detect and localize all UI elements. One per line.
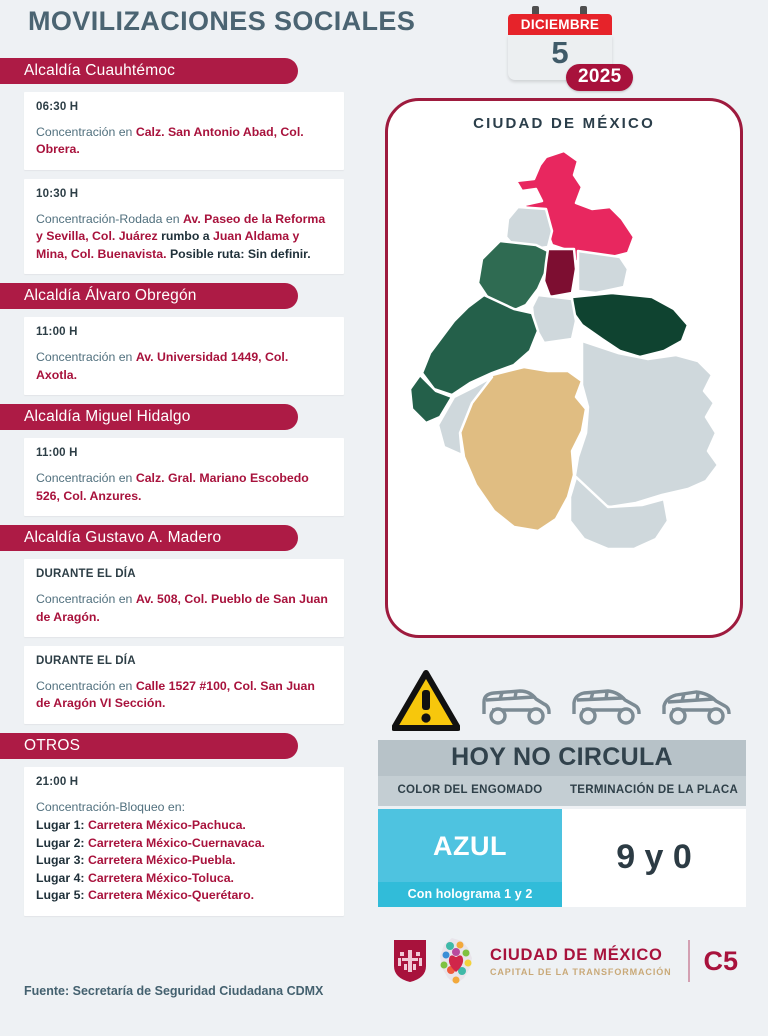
mobilization-description bbox=[36, 349, 332, 384]
c5-logo: C5 bbox=[703, 945, 739, 976]
footer-branding bbox=[392, 936, 738, 986]
hnc-col1-header: COLOR DEL ENGOMADO bbox=[397, 784, 543, 796]
cdmx-brand-line2: CAPITAL DE LA TRANSFORMACIÓN bbox=[490, 966, 672, 977]
location-text: Juan Aldama y Mina, Col. Buenavista. bbox=[36, 229, 300, 261]
page-title: MOVILIZACIONES SOCIALES bbox=[28, 6, 416, 36]
mobilization-card bbox=[24, 179, 344, 274]
location-text: Calz. San Antonio Abad, Col. Obrera. bbox=[36, 125, 304, 157]
hnc-headers bbox=[378, 776, 746, 806]
map-region-venustiano-carranza[interactable] bbox=[578, 251, 628, 293]
blockade-label: Lugar 3: bbox=[36, 853, 85, 868]
mobilization-card bbox=[24, 438, 344, 516]
hnc-color-cell bbox=[378, 809, 562, 907]
cdmx-map bbox=[396, 145, 738, 615]
section-heading: Alcaldía Miguel Hidalgo bbox=[0, 404, 298, 430]
mobilization-card bbox=[24, 767, 344, 916]
hoy-no-circula-panel bbox=[378, 668, 746, 907]
section-heading: Alcaldía Cuauhtémoc bbox=[0, 58, 298, 84]
map-card bbox=[385, 98, 743, 638]
mobilization-description bbox=[36, 678, 332, 713]
blockade-location-row bbox=[36, 852, 332, 869]
mobilization-time: 06:30 H bbox=[36, 101, 79, 113]
location-text: Av. Paseo de la Reforma y Sevilla, Col. Juárez bbox=[36, 211, 326, 244]
action-text: en bbox=[118, 471, 136, 486]
action-text: en bbox=[165, 211, 183, 226]
mobilization-time: 21:00 H bbox=[36, 775, 79, 788]
cdmx-wordmark bbox=[490, 946, 672, 977]
section-heading: Alcaldía Álvaro Obregón bbox=[0, 283, 298, 309]
map-region-benito-juarez[interactable] bbox=[532, 295, 576, 343]
location-text: Calle 1527 #100, Col. San Juan de Aragón VI Sección. bbox=[36, 678, 315, 711]
blockade-value: Carretera México-Toluca. bbox=[87, 870, 234, 885]
calendar-widget bbox=[508, 14, 622, 87]
blockade-value: Carretera México-Pachuca. bbox=[87, 818, 246, 833]
blockade-locations bbox=[36, 817, 332, 904]
hnc-col2-header: TERMINACIÓN DE LA PLACA bbox=[569, 784, 739, 796]
action-text: Concentración bbox=[36, 350, 119, 365]
mobilizations-list bbox=[0, 58, 358, 925]
map-region-cuauhtemoc[interactable] bbox=[544, 249, 576, 297]
action-text: Concentración-Rodada bbox=[36, 211, 166, 226]
action-text: en bbox=[118, 350, 136, 365]
mobilization-time: DURANTE EL DÍA bbox=[36, 654, 136, 667]
blockade-value: Carretera México-Querétaro. bbox=[87, 888, 255, 903]
warning-triangle-icon bbox=[392, 670, 460, 732]
cdmx-colorful-map-icon bbox=[434, 936, 478, 986]
car-icon-suv bbox=[478, 682, 554, 726]
blockade-value: Carretera México-Puebla. bbox=[87, 853, 236, 868]
action-text: en bbox=[118, 125, 136, 139]
source-note: Fuente: Secretaría de Seguridad Ciudadana CDMX bbox=[24, 984, 324, 998]
blockade-intro: Concentración-Bloqueo en: bbox=[36, 799, 186, 814]
car-icon-hatchback bbox=[568, 682, 644, 726]
hnc-plate-cell bbox=[562, 809, 746, 907]
mobilization-description bbox=[36, 591, 332, 626]
cdmx-brand-line1: CIUDAD DE MÉXICO bbox=[490, 945, 663, 964]
mobilization-card bbox=[24, 92, 344, 170]
mobilization-description bbox=[36, 211, 332, 263]
blockade-location-row bbox=[36, 817, 332, 834]
calendar-day: 5 bbox=[551, 35, 569, 70]
blockade-label: Lugar 4: bbox=[36, 870, 85, 885]
mobilization-time: DURANTE EL DÍA bbox=[36, 568, 136, 581]
mobilization-description bbox=[36, 470, 332, 505]
hnc-holograma: Con holograma 1 y 2 bbox=[378, 882, 562, 907]
location-text: Av. Universidad 1449, Col. Axotla. bbox=[36, 350, 289, 382]
blockade-label: Lugar 5: bbox=[36, 888, 85, 903]
blockade-value: Carretera México-Cuernavaca. bbox=[87, 835, 265, 850]
map-region-southeast-inactive[interactable] bbox=[574, 341, 718, 507]
action-text: Concentración bbox=[36, 592, 119, 607]
calendar-month: DICIEMBRE bbox=[508, 14, 612, 35]
mobilization-card bbox=[24, 317, 344, 395]
action-text: Concentración bbox=[36, 678, 119, 693]
mobilization-description bbox=[36, 124, 332, 159]
calendar-year-badge: 2025 bbox=[566, 64, 633, 91]
route-text: Posible ruta: Sin definir. bbox=[169, 246, 311, 261]
location-text: Calz. Gral. Mariano Escobedo 526, Col. Anzures. bbox=[36, 471, 309, 503]
hnc-values bbox=[378, 809, 746, 907]
location-text: Av. 508, Col. Pueblo de San Juan de Aragón. bbox=[36, 592, 328, 624]
mobilization-time: 11:00 H bbox=[36, 447, 78, 460]
section-heading: OTROS bbox=[0, 733, 298, 759]
footer-divider bbox=[688, 940, 690, 982]
hnc-color-value: AZUL bbox=[433, 830, 507, 861]
map-title: CIUDAD DE MÉXICO bbox=[473, 115, 655, 132]
blockade-location-row bbox=[36, 835, 332, 852]
mobilization-time: 10:30 H bbox=[36, 187, 79, 200]
route-text: rumbo a bbox=[161, 229, 214, 244]
action-text: Concentración bbox=[36, 471, 119, 486]
mobilization-card bbox=[24, 646, 344, 724]
blockade-label: Lugar 2: bbox=[36, 835, 85, 850]
mobilization-description bbox=[36, 799, 332, 905]
blockade-label: Lugar 1: bbox=[36, 818, 85, 833]
blockade-location-row bbox=[36, 870, 332, 887]
action-text: en bbox=[118, 592, 136, 607]
action-text: Concentración bbox=[36, 125, 119, 139]
hnc-title: HOY NO CIRCULA bbox=[378, 740, 746, 776]
mobilization-card bbox=[24, 559, 344, 637]
mobilization-time: 11:00 H bbox=[36, 326, 78, 339]
car-icon-sedan bbox=[658, 682, 734, 726]
blockade-location-row bbox=[36, 887, 332, 904]
hnc-icon-row bbox=[378, 668, 746, 740]
section-heading: Alcaldía Gustavo A. Madero bbox=[0, 525, 298, 551]
action-text: en bbox=[118, 678, 136, 693]
hnc-plate-value: 9 y 0 bbox=[616, 838, 692, 877]
cdmx-shield-icon bbox=[392, 938, 428, 984]
